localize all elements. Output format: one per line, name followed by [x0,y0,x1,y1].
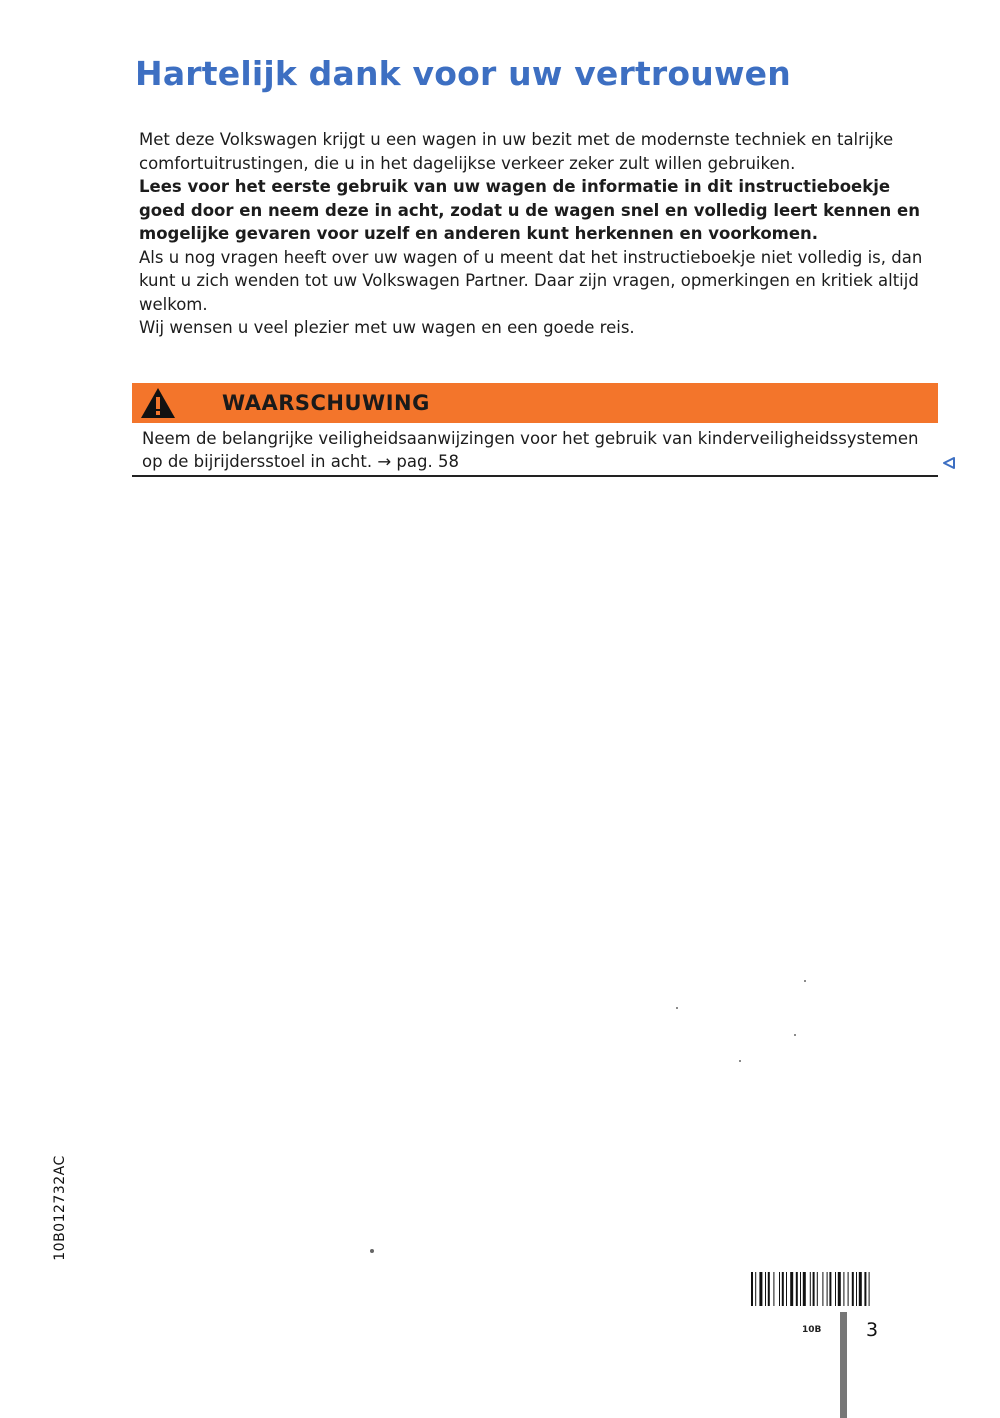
warning-body: Neem de belangrijke veiligheidsaanwijzingen voor het gebruik van kinderveiligheidssystemen op de bijrijdersstoel in acht. [142,429,919,471]
barcode-bar [856,1272,857,1306]
barcode-bar [768,1272,770,1306]
barcode-bar [859,1272,862,1306]
barcode-bar [848,1272,849,1306]
barcode-bar [838,1272,841,1306]
barcode-bar [800,1272,801,1306]
barcode-bar [835,1272,836,1306]
barcode-bar [755,1272,756,1306]
warning-title: WAARSCHUWING [222,391,430,415]
barcode-label: 10B [802,1325,822,1335]
barcode-bar [751,1272,753,1306]
scan-speck [804,980,806,982]
intro-paragraph-2: Lees voor het eerste gebruik van uw wagen de informatie in dit instructieboekje goed door en neem deze in acht, zodat u de wagen snel en volledig leert kennen en mogelijke gevaren voor uzelf en anderen kunt herkennen en voorkomen. [139,177,920,243]
page-divider [840,1312,847,1418]
barcode-bar [843,1272,844,1306]
barcode-bar [782,1272,784,1306]
barcode-bar [796,1272,798,1306]
warning-header [132,383,938,423]
intro-paragraph-3: Als u nog vragen heeft over uw wagen of u meent dat het instructieboekje niet volledig is, dan kunt u zich wenden tot uw Volkswagen Partner. Daar zijn vragen, opmerkingen en kritiek altijd welkom. [139,247,923,314]
barcode-bar [852,1272,854,1306]
barcode-bar [786,1272,787,1306]
barcode-bar [817,1272,818,1306]
warning-box [132,383,938,477]
barcode-bar [829,1272,831,1306]
continue-left-triangle-icon [942,456,956,470]
intro-paragraph-4: Wij wensen u veel plezier met uw wagen en een goede reis. [139,318,635,337]
scan-speck [794,1034,796,1036]
arrow-right-icon: → [377,452,392,471]
scan-speck [739,1060,741,1062]
intro-paragraph-1: Met deze Volkswagen krijgt u een wagen in uw bezit met de modernste techniek en talrijke comfortuitrustingen, die u in het dagelijkse verkeer zeker zult willen gebruiken. [139,130,894,173]
warning-triangle-icon [140,387,176,419]
barcode-bar [869,1272,870,1306]
page-number: 3 [866,1319,879,1341]
scan-speck [370,1249,374,1253]
barcode-bar [779,1272,780,1306]
barcode-bar [759,1272,762,1306]
barcode-bar [773,1272,774,1306]
document-code: 10B012732AC [52,1155,68,1261]
barcode-bar [827,1272,828,1306]
barcode-bar [813,1272,815,1306]
barcode-bar [864,1272,866,1306]
barcode-bar [790,1272,793,1306]
barcode-bar [810,1272,811,1306]
barcode-bar [803,1272,806,1306]
intro-text [139,128,929,340]
barcode-bar [765,1272,766,1306]
page-title: Hartelijk dank voor uw vertrouwen [135,54,791,93]
barcode [751,1272,911,1306]
warning-text [132,423,938,477]
barcode-bar [822,1272,823,1306]
page-reference-link[interactable]: pag. 58 [396,452,459,471]
scan-speck [676,1007,678,1009]
